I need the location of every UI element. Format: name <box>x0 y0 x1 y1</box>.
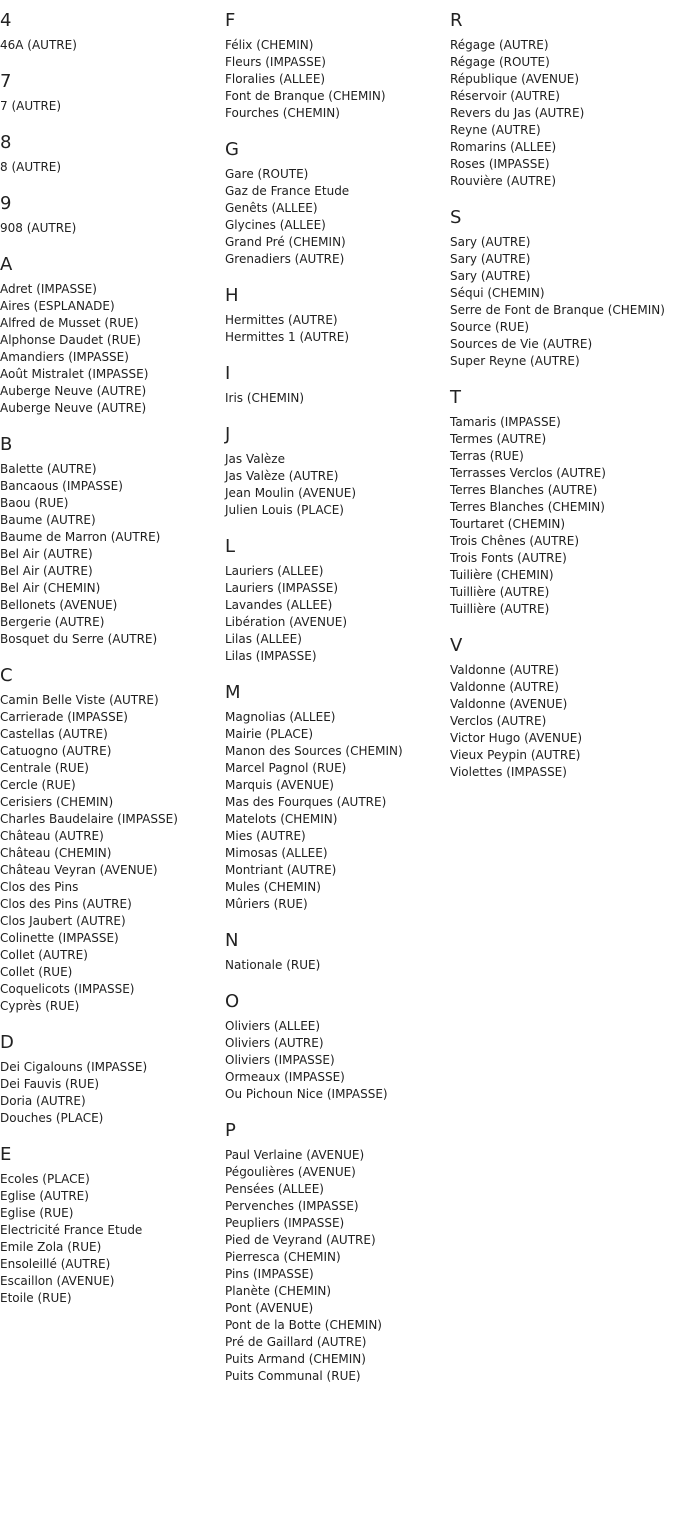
street-entry: Tuillière (AUTRE) <box>450 602 550 616</box>
street-entry: Dei Fauvis (RUE) <box>0 1077 100 1091</box>
street-entry: Charles Baudelaire (IMPASSE) <box>0 812 178 826</box>
street-entry: Terrasses Verclos (AUTRE) <box>450 466 606 480</box>
street-entry: Dei Cigalouns (IMPASSE) <box>0 1060 148 1074</box>
street-entry: Tourtaret (CHEMIN) <box>450 517 566 531</box>
street-entry: Grenadiers (AUTRE) <box>225 252 345 266</box>
street-entry: Roses (IMPASSE) <box>450 157 550 171</box>
letter-section <box>225 9 447 122</box>
street-entry: Alphonse Daudet (RUE) <box>0 333 141 347</box>
street-entry: Tuillière (AUTRE) <box>450 585 550 599</box>
street-entry: Tamaris (IMPASSE) <box>450 415 561 429</box>
street-entry: Cerisiers (CHEMIN) <box>0 795 114 809</box>
street-entry: Eglise (AUTRE) <box>0 1189 89 1203</box>
letter-section <box>0 70 222 115</box>
street-entry: Nationale (RUE) <box>225 958 321 972</box>
letter-section <box>0 1143 222 1307</box>
street-entry: Pervenches (IMPASSE) <box>225 1199 359 1213</box>
street-entry: Oliviers (ALLEE) <box>225 1019 321 1033</box>
street-entry: Balette (AUTRE) <box>0 462 97 476</box>
street-entry: 908 (AUTRE) <box>0 221 77 235</box>
street-entry: Mûriers (RUE) <box>225 897 308 911</box>
street-entry: Bergerie (AUTRE) <box>0 615 105 629</box>
section-letter-heading: O <box>225 991 240 1012</box>
street-entry: 46A (AUTRE) <box>0 38 77 52</box>
street-entry: Mules (CHEMIN) <box>225 880 321 894</box>
street-entry: Jas Valèze (AUTRE) <box>225 469 339 483</box>
street-entry: Mimosas (ALLEE) <box>225 846 328 860</box>
street-entry: Reyne (AUTRE) <box>450 123 541 137</box>
street-entry: Sary (AUTRE) <box>450 269 531 283</box>
section-letter-heading: 7 <box>0 71 12 92</box>
street-entry: Peupliers (IMPASSE) <box>225 1216 345 1230</box>
letter-section <box>0 9 222 54</box>
street-entry: Violettes (IMPASSE) <box>450 765 567 779</box>
street-entry: Bellonets (AVENUE) <box>0 598 118 612</box>
street-entry: Marcel Pagnol (RUE) <box>225 761 347 775</box>
street-entry: Grand Pré (CHEMIN) <box>225 235 346 249</box>
street-index-column <box>225 9 447 1401</box>
street-entry: Mairie (PLACE) <box>225 727 314 741</box>
street-entry: Baou (RUE) <box>0 496 69 510</box>
letter-section <box>225 138 447 268</box>
street-entry: Fourches (CHEMIN) <box>225 106 340 120</box>
street-entry: Mies (AUTRE) <box>225 829 306 843</box>
street-entry: Planète (CHEMIN) <box>225 1284 332 1298</box>
street-entry: Baume (AUTRE) <box>0 513 96 527</box>
street-entry: Gaz de France Etude <box>225 184 350 198</box>
street-entry: Pied de Veyrand (AUTRE) <box>225 1233 376 1247</box>
street-entry: Bosquet du Serre (AUTRE) <box>0 632 158 646</box>
street-entry: Pins (IMPASSE) <box>225 1267 314 1281</box>
street-entry: Pierresca (CHEMIN) <box>225 1250 341 1264</box>
street-entry: Amandiers (IMPASSE) <box>0 350 129 364</box>
letter-section <box>225 990 447 1103</box>
letter-section <box>225 681 447 913</box>
street-entry: Iris (CHEMIN) <box>225 391 305 405</box>
street-entry: Terres Blanches (CHEMIN) <box>450 500 605 514</box>
street-entry: Eglise (RUE) <box>0 1206 74 1220</box>
street-entry: Electricité France Etude <box>0 1223 143 1237</box>
street-entry: République (AVENUE) <box>450 72 580 86</box>
street-entry: Alfred de Musset (RUE) <box>0 316 139 330</box>
street-index-column <box>450 9 675 797</box>
street-entry: 8 (AUTRE) <box>0 160 62 174</box>
street-entry: Lauriers (IMPASSE) <box>225 581 339 595</box>
section-letter-heading: H <box>225 285 239 306</box>
letter-section <box>225 423 447 519</box>
section-letter-heading: 4 <box>0 10 12 31</box>
street-entry: Régage (ROUTE) <box>450 55 550 69</box>
section-letter-heading: T <box>450 387 461 408</box>
street-entry: Verclos (AUTRE) <box>450 714 547 728</box>
street-entry: Montriant (AUTRE) <box>225 863 337 877</box>
street-entry: Camin Belle Viste (AUTRE) <box>0 693 159 707</box>
section-letter-heading: G <box>225 139 239 160</box>
street-entry: Sources de Vie (AUTRE) <box>450 337 593 351</box>
section-letter-heading: 9 <box>0 193 12 214</box>
section-letter-heading: A <box>0 254 13 275</box>
street-entry: 7 (AUTRE) <box>0 99 62 113</box>
street-entry: Séqui (CHEMIN) <box>450 286 545 300</box>
letter-section <box>225 929 447 974</box>
street-entry: Terras (RUE) <box>450 449 524 463</box>
street-entry: Cyprès (RUE) <box>0 999 80 1013</box>
street-entry: Ormeaux (IMPASSE) <box>225 1070 345 1084</box>
street-entry: Trois Chênes (AUTRE) <box>450 534 580 548</box>
street-entry: Cercle (RUE) <box>0 778 76 792</box>
street-entry: Ecoles (PLACE) <box>0 1172 90 1186</box>
street-entry: Lauriers (ALLEE) <box>225 564 324 578</box>
section-letter-heading: 8 <box>0 132 12 153</box>
street-entry: Jean Moulin (AVENUE) <box>225 486 357 500</box>
street-entry: Font de Branque (CHEMIN) <box>225 89 386 103</box>
letter-section <box>225 362 447 407</box>
street-entry: Escaillon (AVENUE) <box>0 1274 115 1288</box>
street-entry: Etoile (RUE) <box>0 1291 72 1305</box>
street-entry: Genêts (ALLEE) <box>225 201 318 215</box>
street-entry: Manon des Sources (CHEMIN) <box>225 744 403 758</box>
street-entry: Collet (RUE) <box>0 965 73 979</box>
section-letter-heading: M <box>225 682 241 703</box>
street-entry: Doria (AUTRE) <box>0 1094 86 1108</box>
letter-section <box>0 131 222 176</box>
street-entry: Sary (AUTRE) <box>450 235 531 249</box>
section-letter-heading: C <box>0 665 13 686</box>
street-entry: Romarins (ALLEE) <box>450 140 557 154</box>
street-entry: Trois Fonts (AUTRE) <box>450 551 567 565</box>
street-entry: Adret (IMPASSE) <box>0 282 97 296</box>
street-entry: Réservoir (AUTRE) <box>450 89 560 103</box>
street-entry: Gare (ROUTE) <box>225 167 309 181</box>
street-entry: Valdonne (AUTRE) <box>450 663 559 677</box>
street-entry: Baume de Marron (AUTRE) <box>0 530 161 544</box>
street-entry: Régage (AUTRE) <box>450 38 549 52</box>
street-entry: Magnolias (ALLEE) <box>225 710 336 724</box>
letter-section <box>225 284 447 346</box>
street-entry: Paul Verlaine (AVENUE) <box>225 1148 365 1162</box>
street-entry: Lilas (ALLEE) <box>225 632 302 646</box>
street-entry: Emile Zola (RUE) <box>0 1240 102 1254</box>
street-entry: Lilas (IMPASSE) <box>225 649 317 663</box>
street-entry: Hermittes 1 (AUTRE) <box>225 330 350 344</box>
street-entry: Centrale (RUE) <box>0 761 89 775</box>
street-entry: Glycines (ALLEE) <box>225 218 326 232</box>
street-entry: Lavandes (ALLEE) <box>225 598 333 612</box>
street-entry: Matelots (CHEMIN) <box>225 812 338 826</box>
street-entry: Coquelicots (IMPASSE) <box>0 982 135 996</box>
street-entry: Colinette (IMPASSE) <box>0 931 119 945</box>
street-entry: Termes (AUTRE) <box>450 432 547 446</box>
street-entry: Puits Armand (CHEMIN) <box>225 1352 366 1366</box>
street-entry: Rouvière (AUTRE) <box>450 174 557 188</box>
street-entry: Aires (ESPLANADE) <box>0 299 115 313</box>
street-entry: Catuogno (AUTRE) <box>0 744 112 758</box>
street-entry: Ensoleillé (AUTRE) <box>0 1257 111 1271</box>
street-entry: Jas Valèze <box>225 452 285 466</box>
street-entry: Libération (AVENUE) <box>225 615 348 629</box>
street-entry: Carrierade (IMPASSE) <box>0 710 128 724</box>
letter-section <box>0 433 222 648</box>
street-entry: Julien Louis (PLACE) <box>225 503 344 517</box>
street-entry: Août Mistralet (IMPASSE) <box>0 367 149 381</box>
letter-section <box>225 1119 447 1385</box>
street-entry: Valdonne (AUTRE) <box>450 680 559 694</box>
street-entry: Victor Hugo (AVENUE) <box>450 731 583 745</box>
street-entry: Ou Pichoun Nice (IMPASSE) <box>225 1087 388 1101</box>
street-entry: Tuilière (CHEMIN) <box>450 568 554 582</box>
street-entry: Auberge Neuve (AUTRE) <box>0 384 147 398</box>
street-entry: Puits Communal (RUE) <box>225 1369 361 1383</box>
street-entry: Bel Air (AUTRE) <box>0 547 93 561</box>
section-letter-heading: F <box>225 10 236 31</box>
section-letter-heading: N <box>225 930 239 951</box>
street-entry: Super Reyne (AUTRE) <box>450 354 580 368</box>
street-entry: Pré de Gaillard (AUTRE) <box>225 1335 367 1349</box>
street-entry: Clos des Pins <box>0 880 79 894</box>
letter-section <box>0 192 222 237</box>
letter-section <box>0 253 222 417</box>
street-entry: Revers du Jas (AUTRE) <box>450 106 585 120</box>
letter-section <box>450 386 675 618</box>
street-entry: Terres Blanches (AUTRE) <box>450 483 598 497</box>
street-entry: Serre de Font de Branque (CHEMIN) <box>450 303 665 317</box>
street-entry: Clos Jaubert (AUTRE) <box>0 914 126 928</box>
section-letter-heading: B <box>0 434 13 455</box>
street-entry: Mas des Fourques (AUTRE) <box>225 795 387 809</box>
street-entry: Auberge Neuve (AUTRE) <box>0 401 147 415</box>
letter-section <box>450 9 675 190</box>
letter-section <box>225 535 447 665</box>
section-letter-heading: J <box>225 424 231 445</box>
street-entry: Bel Air (CHEMIN) <box>0 581 101 595</box>
street-index-column <box>0 9 222 1323</box>
letter-section <box>0 1031 222 1127</box>
section-letter-heading: E <box>0 1144 12 1165</box>
street-entry: Castellas (AUTRE) <box>0 727 108 741</box>
street-entry: Pont de la Botte (CHEMIN) <box>225 1318 382 1332</box>
street-entry: Source (RUE) <box>450 320 530 334</box>
street-entry: Bancaous (IMPASSE) <box>0 479 123 493</box>
street-entry: Vieux Peypin (AUTRE) <box>450 748 581 762</box>
letter-section <box>0 664 222 1015</box>
section-letter-heading: D <box>0 1032 14 1053</box>
street-entry: Pont (AVENUE) <box>225 1301 314 1315</box>
street-entry: Château Veyran (AVENUE) <box>0 863 158 877</box>
street-entry: Clos des Pins (AUTRE) <box>0 897 132 911</box>
street-entry: Château (CHEMIN) <box>0 846 112 860</box>
street-entry: Hermittes (AUTRE) <box>225 313 338 327</box>
section-letter-heading: I <box>225 363 231 384</box>
section-letter-heading: R <box>450 10 463 31</box>
street-entry: Floralies (ALLEE) <box>225 72 326 86</box>
letter-section <box>450 206 675 370</box>
street-entry: Pensées (ALLEE) <box>225 1182 324 1196</box>
street-entry: Château (AUTRE) <box>0 829 104 843</box>
street-entry: Douches (PLACE) <box>0 1111 104 1125</box>
letter-section <box>450 634 675 781</box>
street-entry: Collet (AUTRE) <box>0 948 88 962</box>
street-entry: Sary (AUTRE) <box>450 252 531 266</box>
street-entry: Fleurs (IMPASSE) <box>225 55 326 69</box>
street-entry: Oliviers (AUTRE) <box>225 1036 324 1050</box>
section-letter-heading: S <box>450 207 462 228</box>
section-letter-heading: P <box>225 1120 236 1141</box>
street-entry: Félix (CHEMIN) <box>225 38 314 52</box>
street-entry: Marquis (AVENUE) <box>225 778 334 792</box>
street-entry: Oliviers (IMPASSE) <box>225 1053 335 1067</box>
section-letter-heading: V <box>450 635 463 656</box>
street-entry: Valdonne (AVENUE) <box>450 697 568 711</box>
street-entry: Pégoulières (AVENUE) <box>225 1165 356 1179</box>
street-entry: Bel Air (AUTRE) <box>0 564 93 578</box>
section-letter-heading: L <box>225 536 236 557</box>
